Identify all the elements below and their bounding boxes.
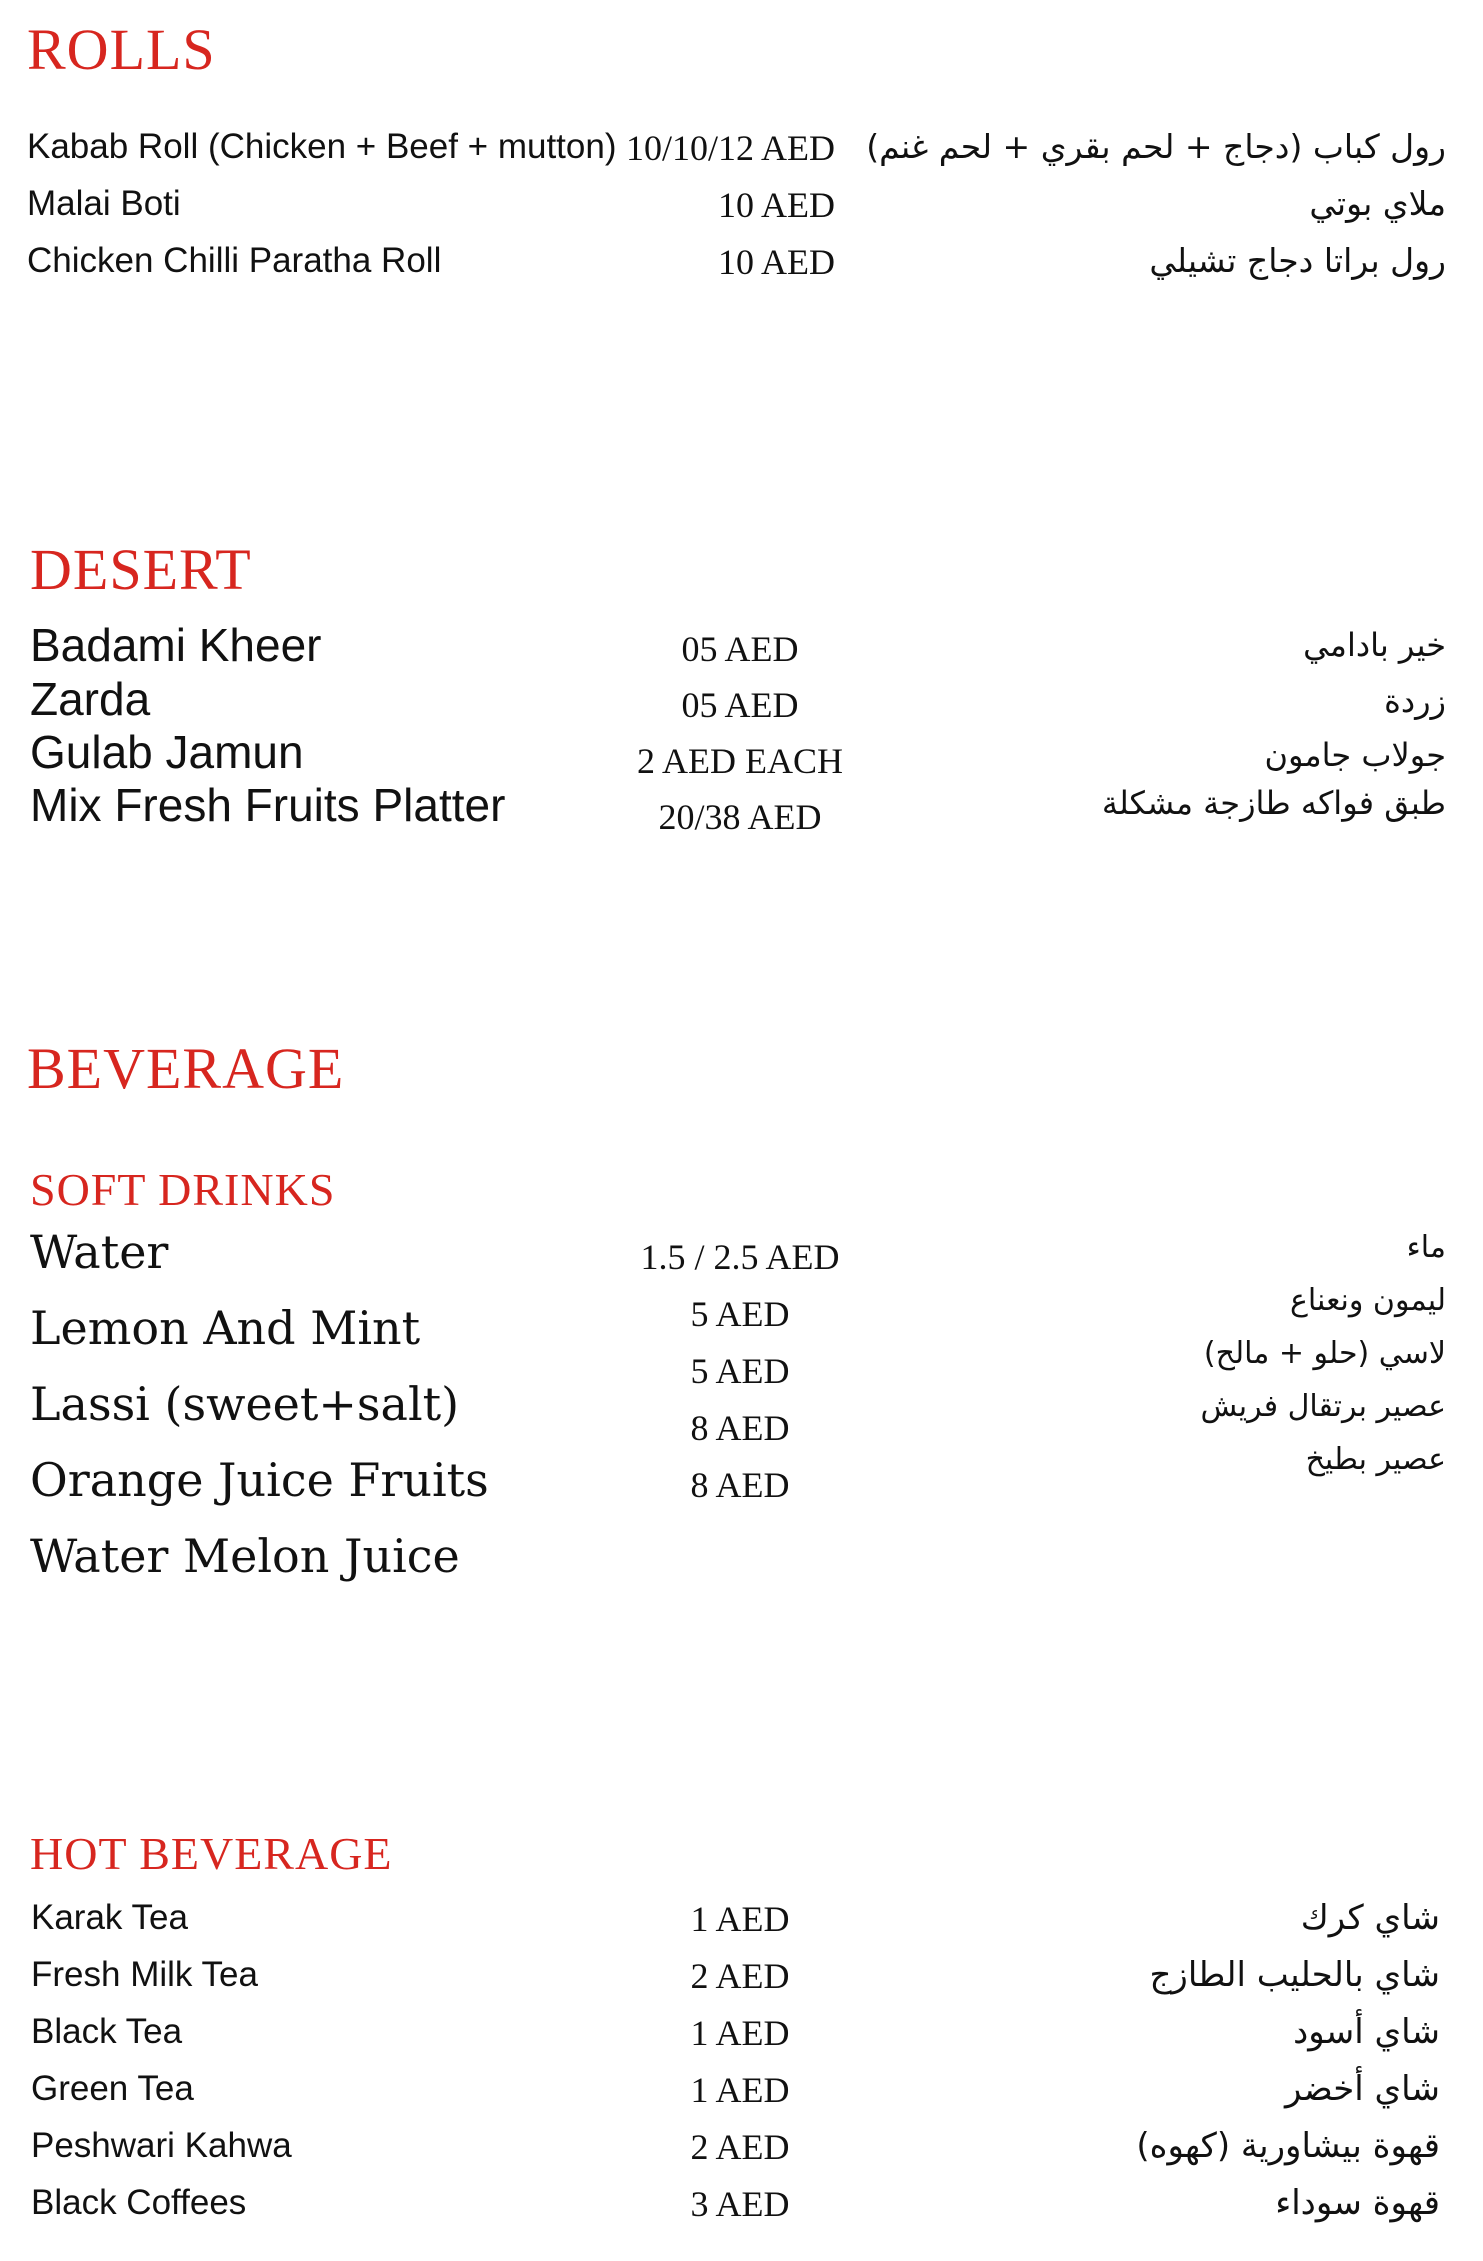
item-name-arabic: قهوة بيشاورية (كهوه) [1136, 2126, 1440, 2166]
item-price: 10 AED [718, 185, 835, 225]
item-name-arabic: جولاب جامون [1264, 736, 1446, 774]
subsection-heading-soft-drinks: SOFT DRINKS [30, 1164, 336, 1215]
item-name-arabic: شاي بالحليب الطازج [1149, 1955, 1440, 1995]
item-name-arabic: ملاي بوتي [1309, 184, 1446, 223]
section-heading-beverage: BEVERAGE [27, 1036, 345, 1101]
item-price: 1 AED [690, 2013, 790, 2053]
item-price: 10/10/12 AED [625, 128, 835, 168]
item-price: 5 AED [690, 1294, 790, 1334]
item-price: 8 AED [690, 1408, 790, 1448]
item-price: 05 AED [681, 629, 799, 669]
subsection-heading-hot-beverage: HOT BEVERAGE [30, 1828, 393, 1879]
item-name-arabic: عصير بطيخ [1305, 1442, 1446, 1477]
item-name: Zarda [30, 673, 151, 725]
item-name-arabic: ماء [1406, 1230, 1446, 1265]
item-name: Kabab Roll (Chicken + Beef + mutton) [27, 127, 617, 166]
item-name: Lemon And Mint [30, 1301, 421, 1355]
item-name: Black Coffees [31, 2183, 247, 2222]
item-price: 1 AED [690, 2070, 790, 2110]
section-heading-desert: DESERT [30, 537, 252, 602]
item-price: 2 AED EACH [637, 741, 843, 781]
item-name: Water Melon Juice [30, 1529, 460, 1583]
item-name: Black Tea [31, 2012, 183, 2051]
item-name: Mix Fresh Fruits Platter [30, 779, 506, 831]
item-price: 1.5 / 2.5 AED [640, 1237, 840, 1277]
item-price: 2 AED [690, 2127, 790, 2167]
item-price: 20/38 AED [658, 797, 822, 837]
item-name-arabic: لاسي (حلو + مالح) [1203, 1336, 1446, 1371]
item-name: Fresh Milk Tea [31, 1955, 258, 1994]
item-name-arabic: عصير برتقال فريش [1200, 1389, 1446, 1424]
item-name: Peshwari Kahwa [31, 2126, 292, 2165]
item-price: 8 AED [690, 1465, 790, 1505]
item-name-arabic: قهوة سوداء [1275, 2183, 1440, 2223]
item-name: Karak Tea [31, 1898, 188, 1937]
item-name-arabic: ليمون ونعناع [1289, 1283, 1446, 1318]
item-name-arabic: شاي أسود [1293, 2012, 1440, 2052]
item-name-arabic: شاي كرك [1300, 1898, 1440, 1938]
item-price: 1 AED [690, 1899, 790, 1939]
item-price: 05 AED [681, 685, 799, 725]
item-name: Water [30, 1225, 169, 1279]
item-name-arabic: شاي أخضر [1285, 2069, 1440, 2109]
item-name-arabic: رول براتا دجاج تشيلي [1149, 241, 1446, 280]
item-name: Malai Boti [27, 184, 181, 223]
item-name-arabic: زردة [1384, 682, 1446, 720]
item-name: Badami Kheer [30, 619, 322, 671]
item-price: 3 AED [690, 2184, 790, 2224]
item-name: Green Tea [31, 2069, 194, 2108]
item-price: 10 AED [718, 242, 835, 282]
item-name-arabic: خير بادامي [1303, 626, 1446, 664]
item-name-arabic: رول كباب (دجاج + لحم بقري + لحم غنم) [866, 127, 1446, 166]
item-name: Orange Juice Fruits [30, 1453, 489, 1507]
item-name: Chicken Chilli Paratha Roll [27, 241, 442, 280]
section-heading-rolls: ROLLS [27, 17, 216, 82]
item-name-arabic: طبق فواكه طازجة مشكلة [1101, 784, 1446, 822]
item-price: 5 AED [690, 1351, 790, 1391]
item-price: 2 AED [690, 1956, 790, 1996]
item-name: Gulab Jamun [30, 726, 304, 778]
item-name: Lassi (sweet+salt) [30, 1377, 460, 1431]
